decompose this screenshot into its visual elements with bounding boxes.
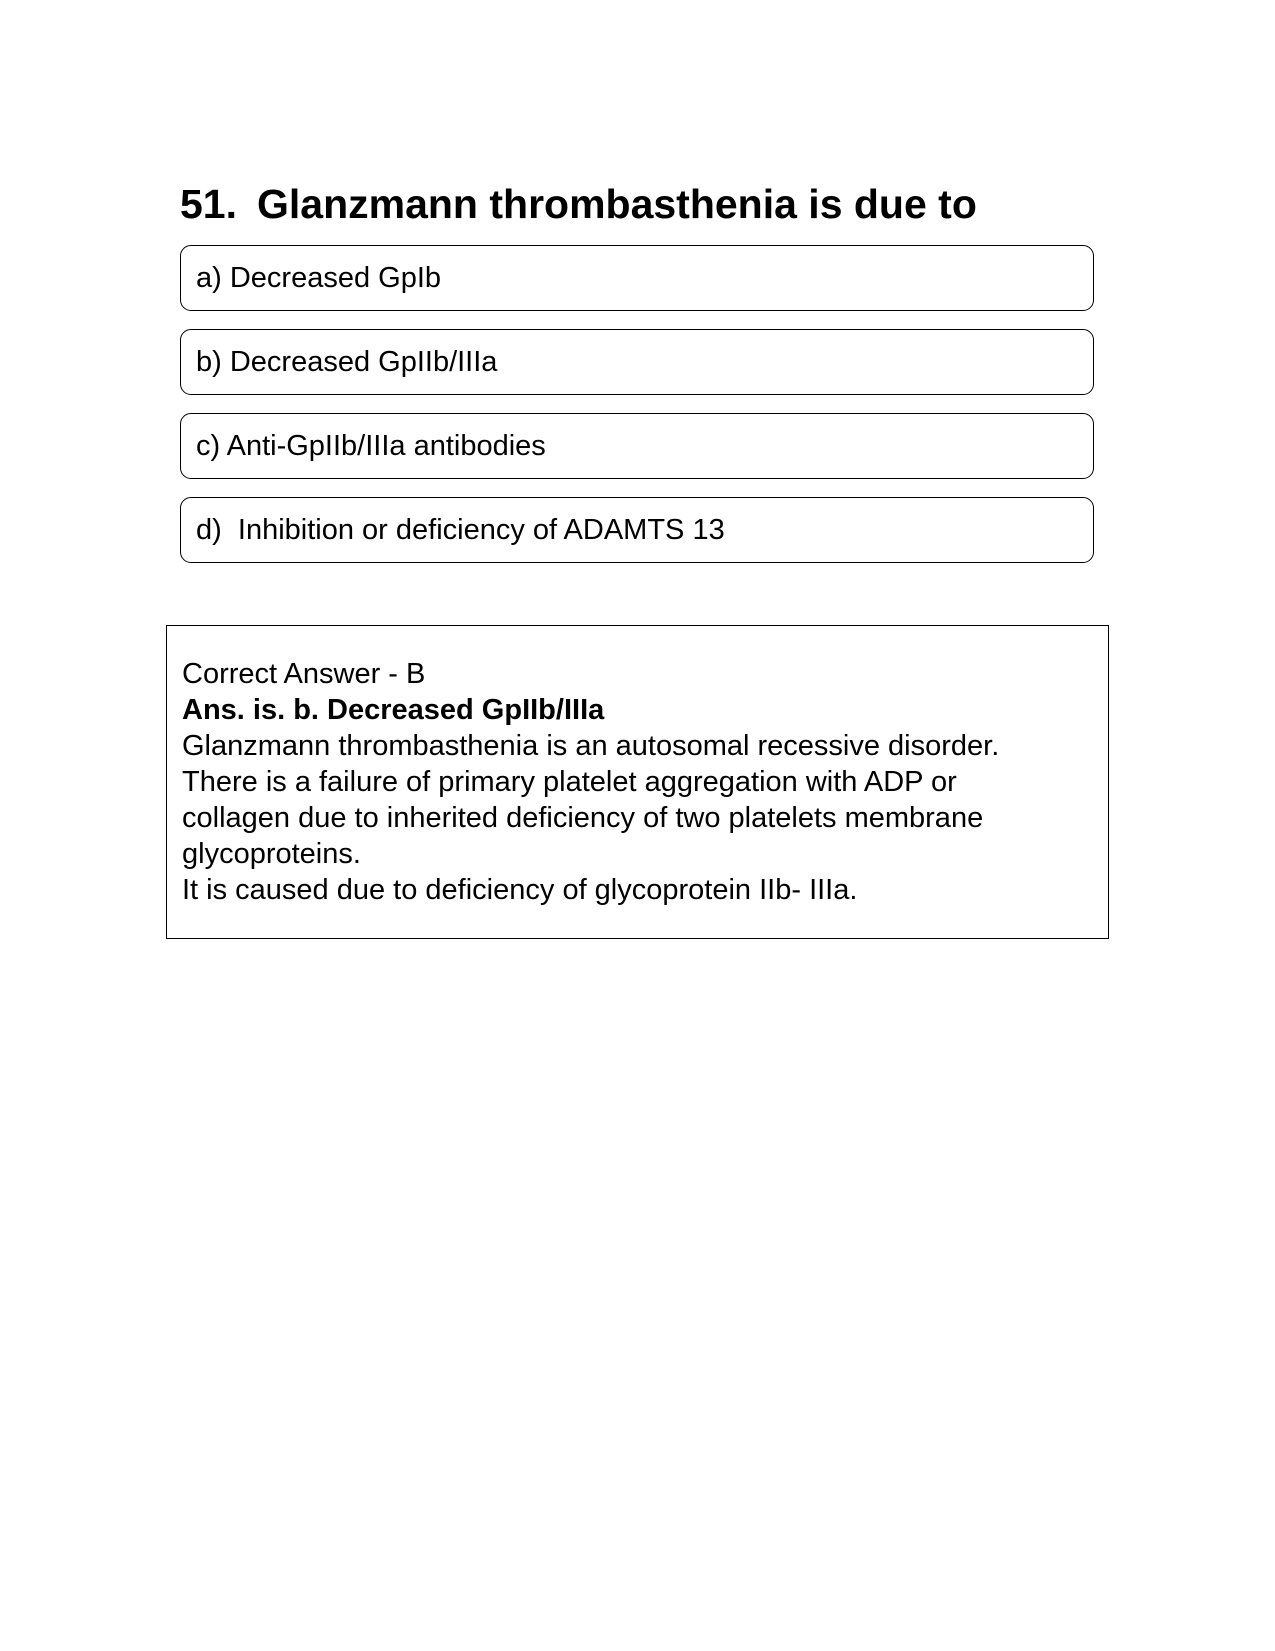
answer-heading: Ans. is. b. Decreased GpIIb/IIIa — [182, 694, 605, 726]
option-d[interactable]: d) Inhibition or deficiency of ADAMTS 13 — [180, 497, 1094, 563]
option-c[interactable]: c) Anti-GpIIb/IIIa antibodies — [180, 413, 1094, 479]
question-text: Glanzmann thrombasthenia is due to — [257, 181, 977, 227]
question-title — [180, 176, 977, 232]
correct-answer-line: Correct Answer - B — [182, 658, 426, 690]
explanation-line: collagen due to inherited deficiency of two platelets membrane — [182, 802, 984, 834]
option-a[interactable]: a) Decreased GpIb — [180, 245, 1094, 311]
explanation-line: It is caused due to deficiency of glycoprotein IIb- IIIa. — [182, 874, 858, 906]
option-b[interactable]: b) Decreased GpIIb/IIIa — [180, 329, 1094, 395]
answer-explanation-box — [166, 625, 1109, 939]
explanation-line: There is a failure of primary platelet aggregation with ADP or — [182, 766, 957, 798]
explanation-line: glycoproteins. — [182, 838, 361, 870]
explanation-line: Glanzmann thrombasthenia is an autosomal recessive disorder. — [182, 730, 1000, 762]
question-number: 51. — [180, 181, 237, 227]
